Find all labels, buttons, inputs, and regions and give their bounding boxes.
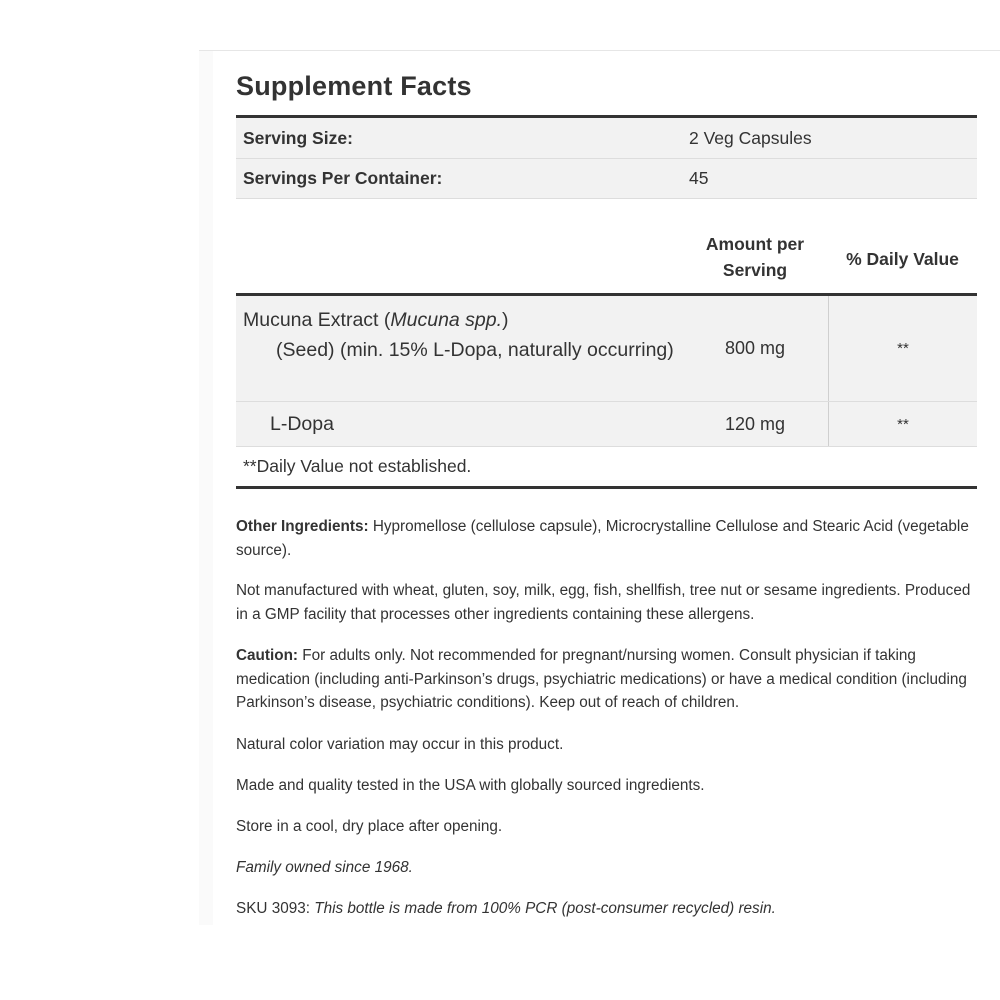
other-ingredients-value: Hypromellose (cellulose capsule), Microcrystalline Cellulose and Stearic Acid (vegetable source). [236, 518, 969, 559]
supplement-facts-title: Supplement Facts [236, 71, 472, 101]
servings-per-container-value: 45 [689, 168, 709, 188]
product-details-panel [199, 50, 1000, 925]
made-in-usa-text: Made and quality tested in the USA with globally sourced ingredients. [236, 777, 705, 794]
sku-text [236, 897, 977, 921]
amount-header-line1: Amount per [705, 234, 805, 254]
ingredient-subtext: (Seed) (min. 15% L-Dopa, naturally occurring) [276, 339, 674, 361]
serving-size-label: Serving Size: [243, 127, 353, 148]
sku-label: SKU 3093: [236, 900, 315, 917]
serving-size-row [236, 118, 977, 159]
storage-text: Store in a cool, dry place after opening. [236, 818, 503, 835]
panel-content-area [213, 51, 1000, 925]
family-owned-value: Family owned since 1968. [236, 859, 413, 876]
amount-header-line2: Serving [722, 260, 788, 280]
ingredient-name [236, 296, 682, 401]
header-spacer [236, 199, 682, 293]
ingredient-row-mucuna [236, 296, 977, 402]
allergen-text: Not manufactured with wheat, gluten, soy, milk, egg, fish, shellfish, tree nut or sesame ingredients. Produced in a GMP facility that processes other ingredients containing these allergens. [236, 582, 971, 623]
servings-per-container-label: Servings Per Container: [243, 168, 443, 188]
ingredient-name: L-Dopa [270, 412, 334, 435]
ingredient-daily-value: ** [828, 296, 977, 401]
caution-value: For adults only. Not recommended for pregnant/nursing women. Consult physician if taking medication (including anti-Parkinson’s drugs, psychiatric medications) or have a medical condition (including Parkinson’s disease, psychiatric conditions). Keep out of reach of children. [236, 647, 967, 711]
family-owned-text [236, 856, 977, 880]
ingredient-row-l-dopa [236, 402, 977, 447]
facts-table-header [236, 199, 977, 293]
amount-per-serving-header [682, 199, 828, 293]
sku-value: This bottle is made from 100% PCR (post-consumer recycled) resin. [314, 900, 776, 917]
supplement-facts-section [236, 51, 977, 917]
serving-size-value: 2 Veg Capsules [689, 127, 812, 148]
caution-text [236, 644, 977, 715]
ingredient-name-prefix: Mucuna Extract ( [243, 309, 391, 331]
servings-per-container-row [236, 159, 977, 199]
ingredient-daily-value: ** [828, 402, 977, 446]
ingredient-name-suffix: ) [502, 309, 509, 331]
daily-value-header: % Daily Value [846, 249, 959, 269]
ingredient-amount: 800 mg [724, 338, 786, 358]
color-variation-text: Natural color variation may occur in this product. [236, 736, 564, 753]
other-ingredients-label: Other Ingredients: [236, 518, 369, 535]
ingredient-name-latin: Mucuna spp. [390, 309, 503, 331]
ingredient-amount: 120 mg [724, 413, 786, 434]
daily-value-footnote: **Daily Value not established. [236, 447, 977, 489]
caution-label: Caution: [236, 647, 299, 664]
other-ingredients-text [236, 515, 977, 562]
